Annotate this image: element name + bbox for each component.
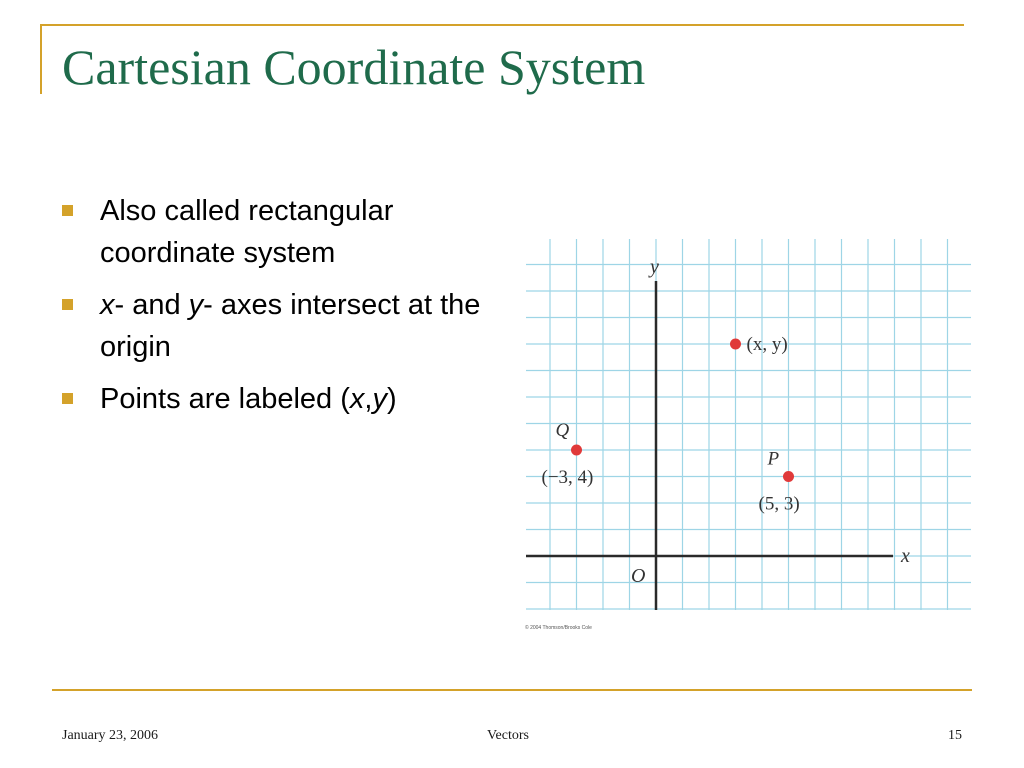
bullet-text: x- and y- axes intersect at the origin [100,289,481,363]
point-label: (5, 3) [758,493,800,515]
point-marker [571,445,582,456]
bullet-square-icon [62,205,73,216]
bullet-item [62,190,502,274]
left-frame-line [40,24,42,94]
points [542,334,800,515]
bullet-item [62,284,502,368]
bullet-square-icon [62,299,73,310]
point-label: (−3, 4) [541,467,594,488]
footer-title: Vectors [487,728,529,743]
coordinate-graph [523,236,973,636]
point-name: Q [555,420,570,441]
image-credit: © 2004 Thomson/Brooks Cole [525,625,592,631]
x-axis-label: x [901,545,910,567]
point-name: P [767,448,780,470]
footer-date: January 23, 2006 [62,728,159,743]
bullet-list [62,190,502,430]
slide-title: Cartesian Coordinate System [62,39,646,95]
bullet-square-icon [62,393,73,404]
point-marker [730,339,741,350]
footer-line [52,689,972,691]
origin-label: O [631,565,646,587]
top-frame-line [40,24,964,26]
point-label: (x, y) [746,334,788,355]
bullet-text: Also called rectangular coordinate system [100,195,394,269]
page-number: 15 [948,728,962,743]
y-axis-label: y [650,256,659,278]
bullet-item [62,378,502,420]
point-marker [783,471,794,482]
bullet-text: Points are labeled (x,y) [100,383,397,415]
